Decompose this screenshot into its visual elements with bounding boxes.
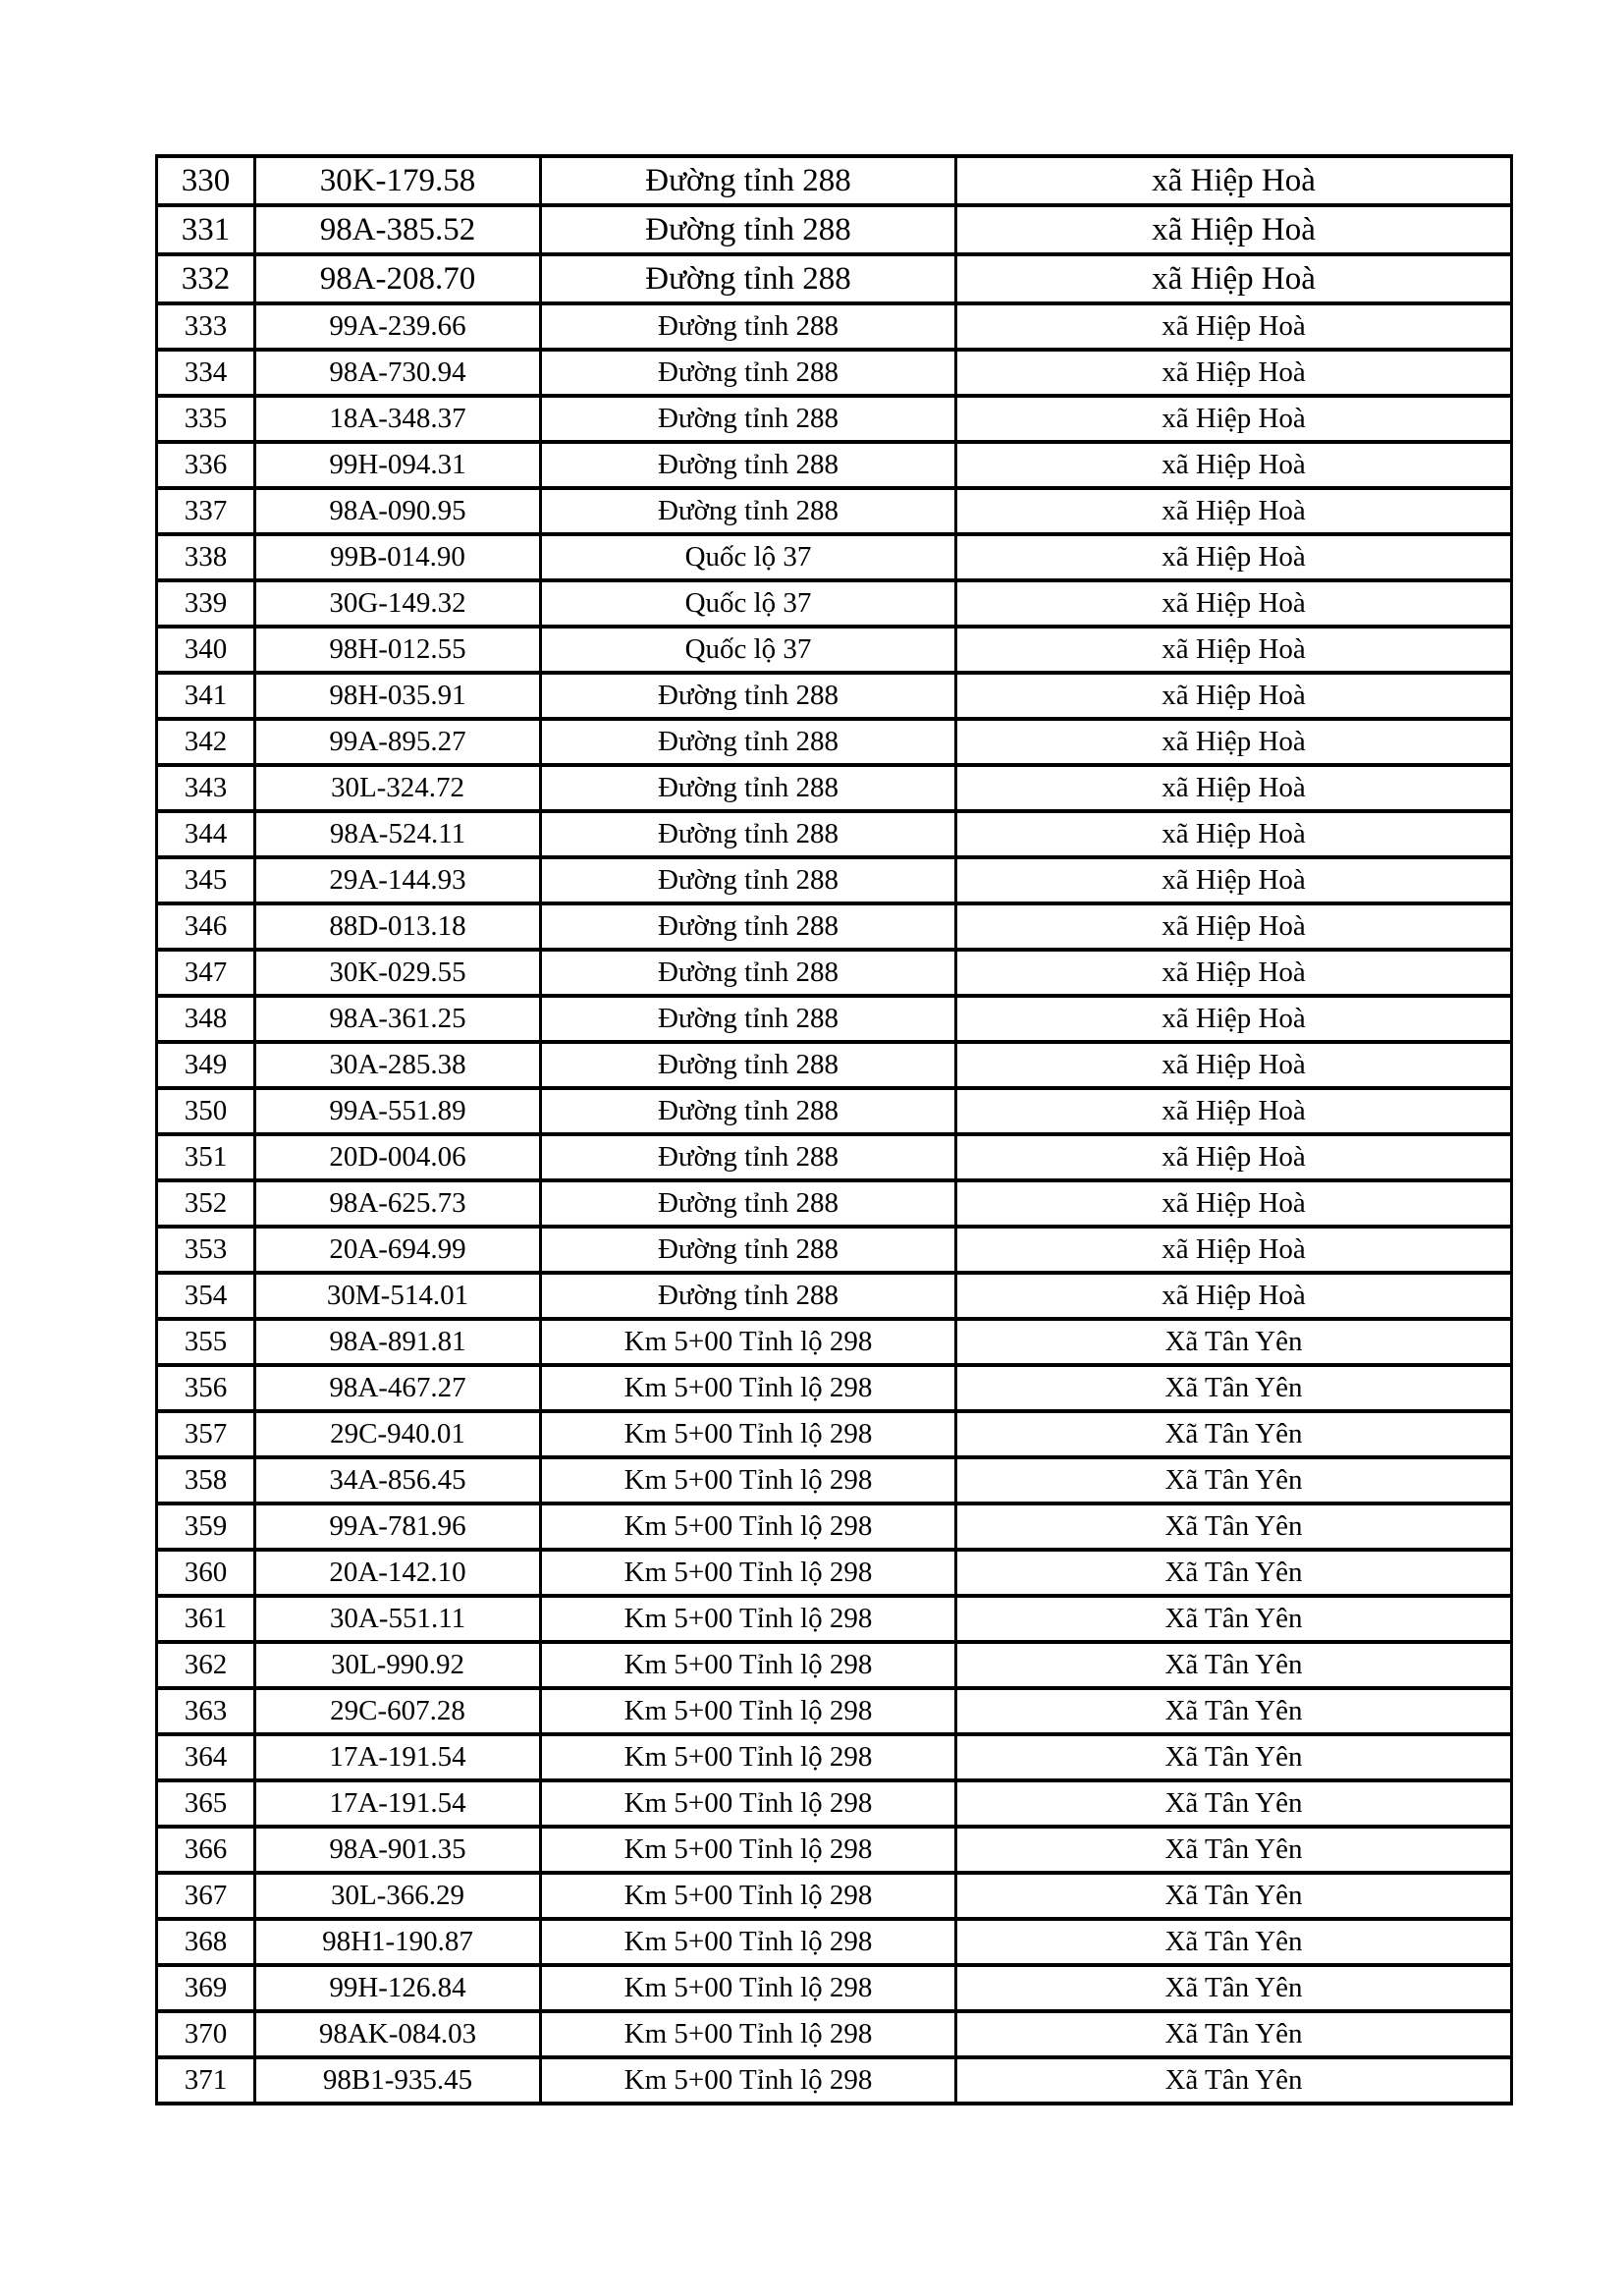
table-row (157, 1873, 1512, 1919)
commune-cell: xã Hiệp Hoà (956, 442, 1512, 488)
plate-cell: 99A-551.89 (255, 1088, 541, 1134)
row-number-cell: 349 (157, 1042, 255, 1088)
table-row (157, 857, 1512, 903)
table-row (157, 205, 1512, 254)
commune-cell: Xã Tân Yên (956, 1919, 1512, 1965)
row-number-cell: 343 (157, 765, 255, 811)
plate-cell: 20A-142.10 (255, 1550, 541, 1596)
row-number-cell: 336 (157, 442, 255, 488)
plate-cell: 20D-004.06 (255, 1134, 541, 1180)
table-row (157, 1042, 1512, 1088)
commune-cell: Xã Tân Yên (956, 1827, 1512, 1873)
table-row (157, 1688, 1512, 1734)
table-row (157, 2011, 1512, 2057)
street-cell: Km 5+00 Tỉnh lộ 298 (541, 2057, 956, 2104)
commune-cell: xã Hiệp Hoà (956, 396, 1512, 442)
table-row (157, 1919, 1512, 1965)
plate-cell: 20A-694.99 (255, 1227, 541, 1273)
row-number-cell: 365 (157, 1780, 255, 1827)
table-row (157, 156, 1512, 205)
row-number-cell: 362 (157, 1642, 255, 1688)
table-row (157, 1227, 1512, 1273)
plate-cell: 99H-126.84 (255, 1965, 541, 2011)
commune-cell: Xã Tân Yên (956, 1734, 1512, 1780)
plate-cell: 99A-895.27 (255, 719, 541, 765)
plate-cell: 98A-467.27 (255, 1365, 541, 1411)
plate-cell: 99B-014.90 (255, 534, 541, 580)
commune-cell: xã Hiệp Hoà (956, 580, 1512, 627)
plate-cell: 30K-179.58 (255, 156, 541, 205)
row-number-cell: 348 (157, 996, 255, 1042)
table-row (157, 996, 1512, 1042)
table-row (157, 673, 1512, 719)
street-cell: Km 5+00 Tỉnh lộ 298 (541, 1411, 956, 1457)
plate-cell: 98A-361.25 (255, 996, 541, 1042)
plate-cell: 17A-191.54 (255, 1734, 541, 1780)
street-cell: Đường tỉnh 288 (541, 996, 956, 1042)
street-cell: Km 5+00 Tỉnh lộ 298 (541, 1965, 956, 2011)
commune-cell: xã Hiệp Hoà (956, 673, 1512, 719)
commune-cell: Xã Tân Yên (956, 1965, 1512, 2011)
plate-cell: 99A-239.66 (255, 303, 541, 350)
row-number-cell: 356 (157, 1365, 255, 1411)
row-number-cell: 355 (157, 1319, 255, 1365)
street-cell: Đường tỉnh 288 (541, 1273, 956, 1319)
commune-cell: Xã Tân Yên (956, 2057, 1512, 2104)
plate-cell: 98B1-935.45 (255, 2057, 541, 2104)
table-row (157, 1457, 1512, 1503)
row-number-cell: 368 (157, 1919, 255, 1965)
street-cell: Đường tỉnh 288 (541, 488, 956, 534)
row-number-cell: 364 (157, 1734, 255, 1780)
row-number-cell: 370 (157, 2011, 255, 2057)
plate-cell: 29C-940.01 (255, 1411, 541, 1457)
table-row (157, 1365, 1512, 1411)
row-number-cell: 341 (157, 673, 255, 719)
street-cell: Km 5+00 Tỉnh lộ 298 (541, 1734, 956, 1780)
street-cell: Đường tỉnh 288 (541, 950, 956, 996)
row-number-cell: 359 (157, 1503, 255, 1550)
street-cell: Km 5+00 Tỉnh lộ 298 (541, 1550, 956, 1596)
row-number-cell: 369 (157, 1965, 255, 2011)
table-row (157, 303, 1512, 350)
street-cell: Đường tỉnh 288 (541, 350, 956, 396)
plate-cell: 98H-035.91 (255, 673, 541, 719)
plate-cell: 30M-514.01 (255, 1273, 541, 1319)
commune-cell: xã Hiệp Hoà (956, 488, 1512, 534)
commune-cell: xã Hiệp Hoà (956, 156, 1512, 205)
street-cell: Đường tỉnh 288 (541, 811, 956, 857)
row-number-cell: 337 (157, 488, 255, 534)
table-row (157, 1319, 1512, 1365)
commune-cell: xã Hiệp Hoà (956, 627, 1512, 673)
street-cell: Đường tỉnh 288 (541, 205, 956, 254)
street-cell: Đường tỉnh 288 (541, 673, 956, 719)
plate-cell: 98A-524.11 (255, 811, 541, 857)
commune-cell: Xã Tân Yên (956, 2011, 1512, 2057)
street-cell: Km 5+00 Tỉnh lộ 298 (541, 1503, 956, 1550)
table-row (157, 488, 1512, 534)
street-cell: Đường tỉnh 288 (541, 903, 956, 950)
commune-cell: xã Hiệp Hoà (956, 811, 1512, 857)
row-number-cell: 357 (157, 1411, 255, 1457)
commune-cell: xã Hiệp Hoà (956, 996, 1512, 1042)
commune-cell: xã Hiệp Hoà (956, 1042, 1512, 1088)
plate-cell: 98A-090.95 (255, 488, 541, 534)
table-row (157, 350, 1512, 396)
plate-cell: 17A-191.54 (255, 1780, 541, 1827)
street-cell: Km 5+00 Tỉnh lộ 298 (541, 1319, 956, 1365)
plate-cell: 99A-781.96 (255, 1503, 541, 1550)
table-row (157, 1827, 1512, 1873)
street-cell: Đường tỉnh 288 (541, 1042, 956, 1088)
plate-cell: 30A-551.11 (255, 1596, 541, 1642)
row-number-cell: 354 (157, 1273, 255, 1319)
commune-cell: xã Hiệp Hoà (956, 950, 1512, 996)
table-row (157, 1134, 1512, 1180)
commune-cell: Xã Tân Yên (956, 1457, 1512, 1503)
row-number-cell: 342 (157, 719, 255, 765)
table-row (157, 254, 1512, 303)
plate-cell: 98AK-084.03 (255, 2011, 541, 2057)
plate-cell: 30L-366.29 (255, 1873, 541, 1919)
street-cell: Km 5+00 Tỉnh lộ 298 (541, 1873, 956, 1919)
commune-cell: xã Hiệp Hoà (956, 205, 1512, 254)
street-cell: Đường tỉnh 288 (541, 857, 956, 903)
violations-table-body (157, 156, 1512, 2104)
street-cell: Km 5+00 Tỉnh lộ 298 (541, 1365, 956, 1411)
commune-cell: xã Hiệp Hoà (956, 1180, 1512, 1227)
commune-cell: Xã Tân Yên (956, 1365, 1512, 1411)
street-cell: Km 5+00 Tỉnh lộ 298 (541, 1457, 956, 1503)
plate-cell: 98A-901.35 (255, 1827, 541, 1873)
table-row (157, 1273, 1512, 1319)
street-cell: Đường tỉnh 288 (541, 1088, 956, 1134)
table-row (157, 534, 1512, 580)
plate-cell: 34A-856.45 (255, 1457, 541, 1503)
plate-cell: 30L-324.72 (255, 765, 541, 811)
row-number-cell: 360 (157, 1550, 255, 1596)
street-cell: Km 5+00 Tỉnh lộ 298 (541, 1688, 956, 1734)
plate-cell: 98H1-190.87 (255, 1919, 541, 1965)
row-number-cell: 346 (157, 903, 255, 950)
row-number-cell: 351 (157, 1134, 255, 1180)
commune-cell: xã Hiệp Hoà (956, 1134, 1512, 1180)
street-cell: Đường tỉnh 288 (541, 254, 956, 303)
table-row (157, 442, 1512, 488)
street-cell: Đường tỉnh 288 (541, 765, 956, 811)
commune-cell: xã Hiệp Hoà (956, 303, 1512, 350)
commune-cell: xã Hiệp Hoà (956, 1273, 1512, 1319)
table-row (157, 2057, 1512, 2104)
row-number-cell: 371 (157, 2057, 255, 2104)
commune-cell: xã Hiệp Hoà (956, 534, 1512, 580)
plate-cell: 98A-730.94 (255, 350, 541, 396)
street-cell: Km 5+00 Tỉnh lộ 298 (541, 1919, 956, 1965)
table-row (157, 1965, 1512, 2011)
row-number-cell: 350 (157, 1088, 255, 1134)
commune-cell: Xã Tân Yên (956, 1780, 1512, 1827)
table-row (157, 811, 1512, 857)
plate-cell: 29A-144.93 (255, 857, 541, 903)
commune-cell: xã Hiệp Hoà (956, 857, 1512, 903)
table-row (157, 903, 1512, 950)
table-row (157, 950, 1512, 996)
street-cell: Đường tỉnh 288 (541, 442, 956, 488)
table-row (157, 1734, 1512, 1780)
row-number-cell: 339 (157, 580, 255, 627)
row-number-cell: 363 (157, 1688, 255, 1734)
commune-cell: Xã Tân Yên (956, 1688, 1512, 1734)
commune-cell: Xã Tân Yên (956, 1411, 1512, 1457)
row-number-cell: 338 (157, 534, 255, 580)
row-number-cell: 335 (157, 396, 255, 442)
row-number-cell: 332 (157, 254, 255, 303)
plate-cell: 98A-385.52 (255, 205, 541, 254)
commune-cell: Xã Tân Yên (956, 1596, 1512, 1642)
plate-cell: 29C-607.28 (255, 1688, 541, 1734)
table-row (157, 1088, 1512, 1134)
street-cell: Km 5+00 Tỉnh lộ 298 (541, 1596, 956, 1642)
table-row (157, 1642, 1512, 1688)
commune-cell: xã Hiệp Hoà (956, 1088, 1512, 1134)
street-cell: Km 5+00 Tỉnh lộ 298 (541, 1827, 956, 1873)
plate-cell: 98A-625.73 (255, 1180, 541, 1227)
row-number-cell: 366 (157, 1827, 255, 1873)
commune-cell: xã Hiệp Hoà (956, 350, 1512, 396)
row-number-cell: 367 (157, 1873, 255, 1919)
street-cell: Km 5+00 Tỉnh lộ 298 (541, 2011, 956, 2057)
street-cell: Đường tỉnh 288 (541, 303, 956, 350)
row-number-cell: 340 (157, 627, 255, 673)
plate-cell: 98A-208.70 (255, 254, 541, 303)
commune-cell: xã Hiệp Hoà (956, 254, 1512, 303)
commune-cell: Xã Tân Yên (956, 1642, 1512, 1688)
plate-cell: 30L-990.92 (255, 1642, 541, 1688)
street-cell: Đường tỉnh 288 (541, 1227, 956, 1273)
commune-cell: xã Hiệp Hoà (956, 719, 1512, 765)
table-row (157, 580, 1512, 627)
street-cell: Đường tỉnh 288 (541, 156, 956, 205)
plate-cell: 18A-348.37 (255, 396, 541, 442)
street-cell: Đường tỉnh 288 (541, 719, 956, 765)
street-cell: Đường tỉnh 288 (541, 1180, 956, 1227)
street-cell: Km 5+00 Tỉnh lộ 298 (541, 1780, 956, 1827)
row-number-cell: 334 (157, 350, 255, 396)
street-cell: Đường tỉnh 288 (541, 396, 956, 442)
row-number-cell: 344 (157, 811, 255, 857)
row-number-cell: 353 (157, 1227, 255, 1273)
row-number-cell: 345 (157, 857, 255, 903)
plate-cell: 99H-094.31 (255, 442, 541, 488)
table-row (157, 1503, 1512, 1550)
table-row (157, 1780, 1512, 1827)
plate-cell: 30A-285.38 (255, 1042, 541, 1088)
plate-cell: 30G-149.32 (255, 580, 541, 627)
street-cell: Đường tỉnh 288 (541, 1134, 956, 1180)
street-cell: Quốc lộ 37 (541, 534, 956, 580)
commune-cell: Xã Tân Yên (956, 1550, 1512, 1596)
row-number-cell: 358 (157, 1457, 255, 1503)
row-number-cell: 361 (157, 1596, 255, 1642)
commune-cell: Xã Tân Yên (956, 1873, 1512, 1919)
commune-cell: xã Hiệp Hoà (956, 1227, 1512, 1273)
street-cell: Quốc lộ 37 (541, 580, 956, 627)
table-row (157, 1180, 1512, 1227)
row-number-cell: 352 (157, 1180, 255, 1227)
table-row (157, 396, 1512, 442)
table-row (157, 1550, 1512, 1596)
row-number-cell: 330 (157, 156, 255, 205)
commune-cell: xã Hiệp Hoà (956, 765, 1512, 811)
table-row (157, 1596, 1512, 1642)
table-row (157, 719, 1512, 765)
table-row (157, 627, 1512, 673)
table-row (157, 765, 1512, 811)
commune-cell: Xã Tân Yên (956, 1319, 1512, 1365)
violations-table (155, 154, 1513, 2105)
commune-cell: xã Hiệp Hoà (956, 903, 1512, 950)
row-number-cell: 333 (157, 303, 255, 350)
street-cell: Km 5+00 Tỉnh lộ 298 (541, 1642, 956, 1688)
table-row (157, 1411, 1512, 1457)
plate-cell: 98H-012.55 (255, 627, 541, 673)
street-cell: Quốc lộ 37 (541, 627, 956, 673)
commune-cell: Xã Tân Yên (956, 1503, 1512, 1550)
row-number-cell: 347 (157, 950, 255, 996)
plate-cell: 30K-029.55 (255, 950, 541, 996)
row-number-cell: 331 (157, 205, 255, 254)
plate-cell: 88D-013.18 (255, 903, 541, 950)
plate-cell: 98A-891.81 (255, 1319, 541, 1365)
